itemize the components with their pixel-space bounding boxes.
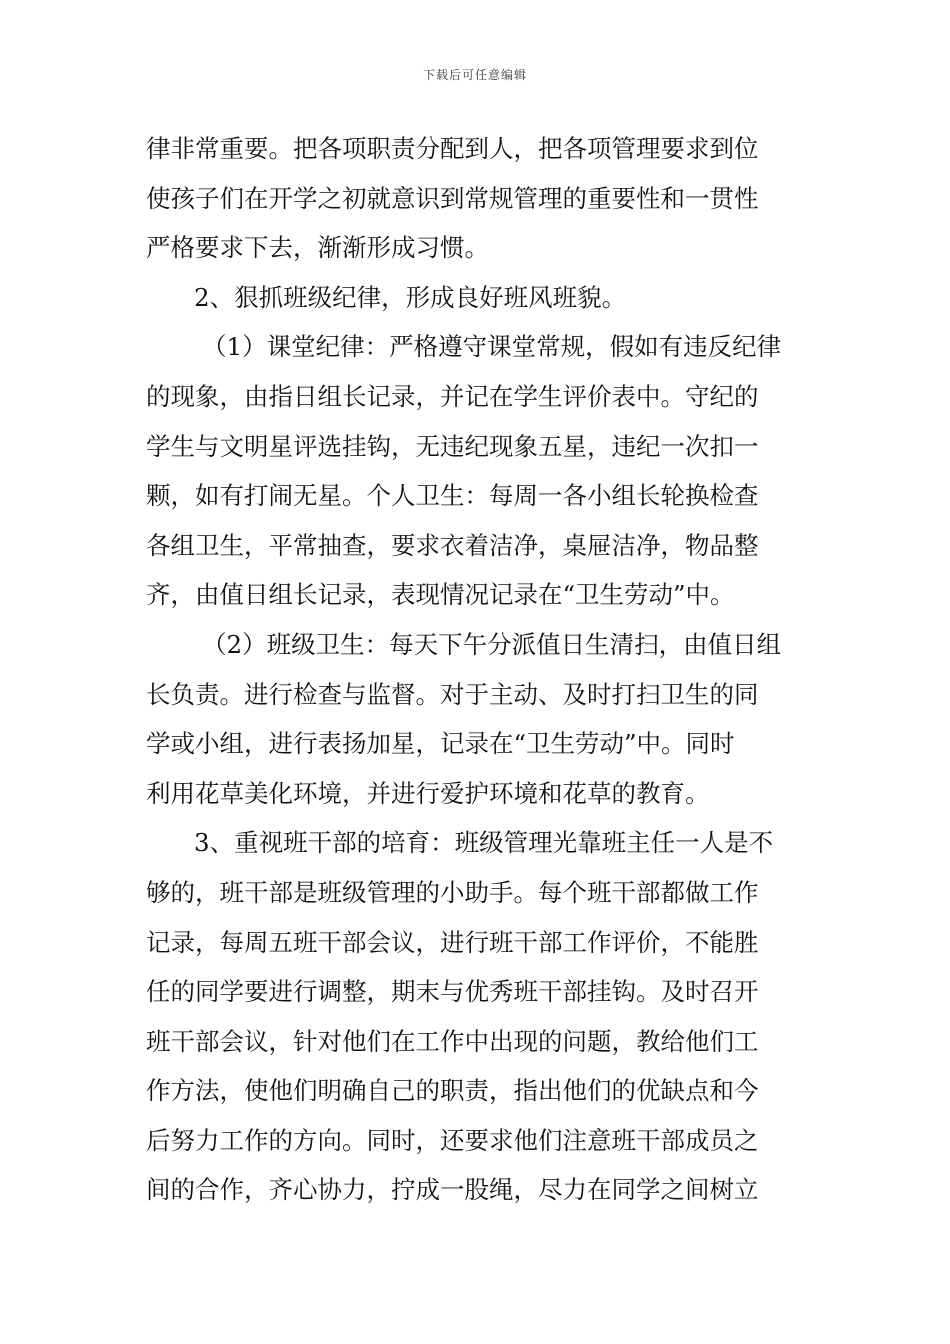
- text-line: （2）班级卫生：每天下午分派值日生清扫，由值日组: [202, 629, 782, 659]
- text-line: 学或小组，进行表扬加星，记录在“卫生劳动”中。同时: [146, 729, 735, 759]
- text-line: 利用花草美化环境，并进行爱护环境和花草的教育。: [146, 778, 710, 808]
- text-line: 任的同学要进行调整，期末与优秀班干部挂钩。及时召开: [146, 977, 759, 1007]
- text-line: 班干部会议，针对他们在工作中出现的问题，教给他们工: [146, 1026, 759, 1056]
- section-heading: 2、狠抓班级纪律，形成良好班风班貌。: [194, 282, 627, 312]
- text-line: 记录，每周五班干部会议，进行班干部工作评价，不能胜: [146, 927, 759, 957]
- text-line: 使孩子们在开学之初就意识到常规管理的重要性和一贯性: [146, 183, 759, 213]
- text-line: 律非常重要。把各项职责分配到人，把各项管理要求到位: [146, 134, 759, 163]
- text-line: 长负责。进行检查与监督。对于主动、及时打扫卫生的同: [146, 679, 759, 709]
- text-line: 作方法，使他们明确自己的职责，指出他们的优缺点和今: [146, 1076, 759, 1106]
- text-line: 颗，如有打闹无星。个人卫生：每周一各小组长轮换检查: [146, 481, 759, 511]
- text-line: （1）课堂纪律：严格遵守课堂常规，假如有违反纪律: [202, 332, 782, 362]
- text-line: 各组卫生，平常抽查，要求衣着洁净，桌屉洁净，物品整: [146, 530, 759, 560]
- text-line: 严格要求下去，渐渐形成习惯。: [146, 233, 489, 263]
- section-heading: 3、重视班干部的培育：班级管理光靠班主任一人是不: [194, 828, 774, 858]
- text-line: 间的合作，齐心协力，拧成一股绳，尽力在同学之间树立: [146, 1175, 759, 1205]
- text-line: 齐，由值日组长记录，表现情况记录在“卫生劳动”中。: [146, 580, 735, 610]
- document-body: [146, 124, 816, 1215]
- page-header: 下载后可任意编辑: [422, 68, 527, 82]
- text-line: 的现象，由指日组长记录，并记在学生评价表中。守纪的: [146, 381, 759, 411]
- text-line: 够的，班干部是班级管理的小助手。每个班干部都做工作: [146, 877, 759, 907]
- text-line: 后努力工作的方向。同时，还要求他们注意班干部成员之: [146, 1125, 759, 1155]
- text-line: 学生与文明星评选挂钩，无违纪现象五星，违纪一次扣一: [146, 431, 759, 461]
